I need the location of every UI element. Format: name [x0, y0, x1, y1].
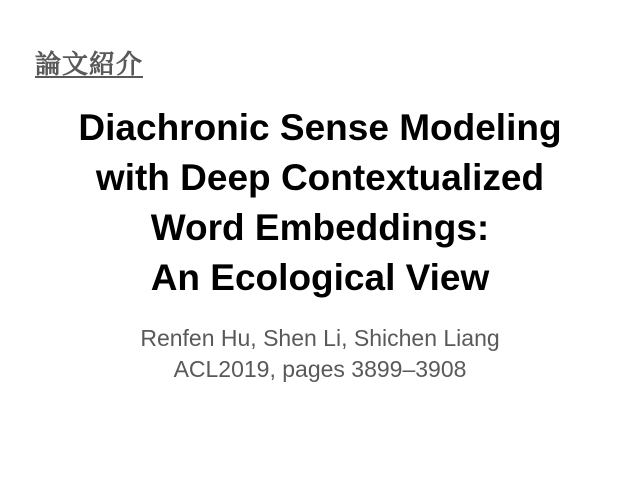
venue-line: ACL2019, pages 3899–3908: [173, 356, 467, 382]
title-line-2: with Deep Contextualized: [95, 157, 545, 198]
title-line-4: An Ecological View: [150, 257, 490, 298]
title-line-1: Diachronic Sense Modeling: [78, 107, 562, 148]
paper-introduction-tag: 論文紹介: [35, 50, 144, 80]
paper-title: [0, 103, 640, 303]
title-line-3: Word Embeddings:: [150, 207, 490, 248]
authors-line: Renfen Hu, Shen Li, Shichen Liang: [140, 325, 500, 351]
paper-meta: [0, 323, 640, 385]
